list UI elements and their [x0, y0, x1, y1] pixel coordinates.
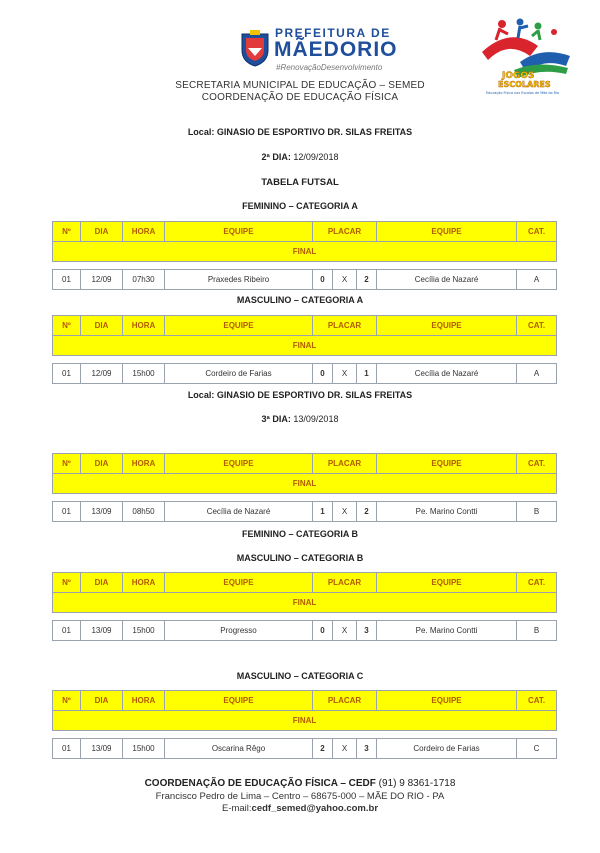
match-cat: B	[517, 502, 557, 522]
phase-label: FINAL	[53, 711, 557, 731]
col-header-score: PLACAR	[313, 316, 377, 336]
match-time: 15h00	[123, 621, 165, 641]
brand-main-text: MÃEDORIO	[274, 38, 398, 61]
col-header-cat: CAT.	[517, 222, 557, 242]
match-vs: X	[333, 739, 357, 759]
match-day: 13/09	[81, 621, 123, 641]
col-header-score: PLACAR	[313, 222, 377, 242]
col-header-team1: EQUIPE	[165, 691, 313, 711]
phase-label: FINAL	[53, 474, 557, 494]
match-score1: 2	[313, 739, 333, 759]
footer-contact-line	[0, 778, 600, 789]
col-header-team2: EQUIPE	[377, 454, 517, 474]
match-team1: Cecília de Nazaré	[165, 502, 313, 522]
category-heading-fem-b: FEMININO – CATEGORIA B	[241, 529, 358, 539]
match-team2: Cecília de Nazaré	[377, 364, 517, 384]
col-header-team1: EQUIPE	[165, 316, 313, 336]
phase-label: FINAL	[53, 593, 557, 613]
schedule-table-masc-a	[52, 315, 557, 384]
category-heading-masc-a: MASCULINO – CATEGORIA A	[236, 295, 364, 305]
match-cat: B	[517, 621, 557, 641]
day3-day-label: 3ª DIA:	[261, 414, 291, 424]
col-header-team1: EQUIPE	[165, 573, 313, 593]
col-header-day: DIA	[81, 454, 123, 474]
col-header-team2: EQUIPE	[377, 573, 517, 593]
col-header-time: HORA	[123, 316, 165, 336]
footer-phone: (91) 9 8361-1718	[378, 778, 456, 789]
match-vs: X	[333, 502, 357, 522]
match-time: 15h00	[123, 364, 165, 384]
match-score2: 3	[357, 739, 377, 759]
col-header-team2: EQUIPE	[377, 691, 517, 711]
brand-tagline: #RenovaçãoDesenvolvimento	[276, 63, 383, 72]
col-header-score: PLACAR	[313, 454, 377, 474]
col-header-num: Nº	[53, 316, 81, 336]
col-header-team1: EQUIPE	[165, 222, 313, 242]
col-header-day: DIA	[81, 316, 123, 336]
col-header-cat: CAT.	[517, 316, 557, 336]
footer-org: COORDENAÇÃO DE EDUCAÇÃO FÍSICA – CEDF	[144, 778, 376, 789]
secretaria-line: SECRETARIA MUNICIPAL DE EDUCAÇÃO – SEMED	[175, 80, 425, 91]
schedule-table-day3-first	[52, 453, 557, 522]
match-team2: Pe. Marino Contti	[377, 621, 517, 641]
col-header-day: DIA	[81, 691, 123, 711]
col-header-time: HORA	[123, 573, 165, 593]
day2-date-line	[0, 152, 600, 162]
category-heading-fem-a: FEMININO – CATEGORIA A	[242, 201, 358, 211]
match-score1: 1	[313, 502, 333, 522]
match-cat: A	[517, 364, 557, 384]
day2-day-date: 12/09/2018	[293, 152, 339, 162]
day3-day-date: 13/09/2018	[293, 414, 339, 424]
match-vs: X	[333, 364, 357, 384]
match-team1: Progresso	[165, 621, 313, 641]
table-title: TABELA FUTSAL	[261, 177, 339, 188]
col-header-score: PLACAR	[313, 573, 377, 593]
games-logo-title-2: ESCOLARES	[498, 80, 551, 89]
match-team2: Cecília de Nazaré	[377, 270, 517, 290]
phase-label: FINAL	[53, 336, 557, 356]
schedule-table-masc-b	[52, 572, 557, 641]
col-header-score: PLACAR	[313, 691, 377, 711]
municipal-crest-icon	[238, 28, 272, 68]
table-row	[53, 621, 557, 641]
col-header-day: DIA	[81, 573, 123, 593]
col-header-num: Nº	[53, 573, 81, 593]
coordenacao-line: COORDENAÇÃO DE EDUCAÇÃO FÍSICA	[201, 92, 399, 103]
day2-day-label: 2ª DIA:	[261, 152, 291, 162]
table-row	[53, 364, 557, 384]
match-num: 01	[53, 502, 81, 522]
match-num: 01	[53, 739, 81, 759]
match-team2: Cordeiro de Farias	[377, 739, 517, 759]
brand-top-text: PREFEITURA DE	[275, 26, 391, 40]
match-time: 15h00	[123, 739, 165, 759]
match-cat: A	[517, 270, 557, 290]
match-team2: Pe. Marino Contti	[377, 502, 517, 522]
col-header-time: HORA	[123, 691, 165, 711]
day3-local: Local: GINASIO DE ESPORTIVO DR. SILAS FREITAS	[187, 390, 413, 400]
match-time: 08h50	[123, 502, 165, 522]
match-score2: 1	[357, 364, 377, 384]
match-day: 12/09	[81, 270, 123, 290]
match-team1: Cordeiro de Farias	[165, 364, 313, 384]
match-score1: 0	[313, 364, 333, 384]
col-header-num: Nº	[53, 691, 81, 711]
col-header-team2: EQUIPE	[377, 316, 517, 336]
match-cat: C	[517, 739, 557, 759]
category-heading-masc-c: MASCULINO – CATEGORIA C	[236, 671, 364, 681]
games-logo-caption: Educação Física nas Escolas de Mãe do Rio	[486, 91, 560, 95]
schedule-table-masc-c	[52, 690, 557, 759]
day3-date-line	[0, 414, 600, 424]
category-heading-masc-b: MASCULINO – CATEGORIA B	[236, 553, 364, 563]
col-header-time: HORA	[123, 454, 165, 474]
day2-local: Local: GINASIO DE ESPORTIVO DR. SILAS FREITAS	[187, 127, 413, 137]
col-header-cat: CAT.	[517, 573, 557, 593]
match-vs: X	[333, 270, 357, 290]
match-team1: Praxedes Ribeiro	[165, 270, 313, 290]
match-vs: X	[333, 621, 357, 641]
match-day: 13/09	[81, 739, 123, 759]
footer-email: cedf_semed@yahoo.com.br	[251, 803, 379, 814]
match-day: 12/09	[81, 364, 123, 384]
table-row	[53, 502, 557, 522]
table-row	[53, 270, 557, 290]
match-day: 13/09	[81, 502, 123, 522]
match-num: 01	[53, 270, 81, 290]
footer-address: Francisco Pedro de Lima – Centro – 68675-000 – MÃE DO RIO - PA	[155, 791, 445, 802]
col-header-team2: EQUIPE	[377, 222, 517, 242]
match-time: 07h30	[123, 270, 165, 290]
footer-email-line	[0, 803, 600, 814]
col-header-num: Nº	[53, 222, 81, 242]
match-score2: 2	[357, 502, 377, 522]
col-header-day: DIA	[81, 222, 123, 242]
footer-email-label: E-mail:	[221, 803, 252, 814]
games-logo-title-1: JOGOS	[502, 71, 535, 81]
phase-label: FINAL	[53, 242, 557, 262]
table-row	[53, 739, 557, 759]
schedule-table-fem-a	[52, 221, 557, 290]
col-header-cat: CAT.	[517, 454, 557, 474]
match-score2: 3	[357, 621, 377, 641]
match-num: 01	[53, 364, 81, 384]
col-header-team1: EQUIPE	[165, 454, 313, 474]
match-team1: Oscarina Rêgo	[165, 739, 313, 759]
match-score2: 2	[357, 270, 377, 290]
col-header-cat: CAT.	[517, 691, 557, 711]
match-num: 01	[53, 621, 81, 641]
col-header-num: Nº	[53, 454, 81, 474]
match-score1: 0	[313, 270, 333, 290]
col-header-time: HORA	[123, 222, 165, 242]
match-score1: 0	[313, 621, 333, 641]
